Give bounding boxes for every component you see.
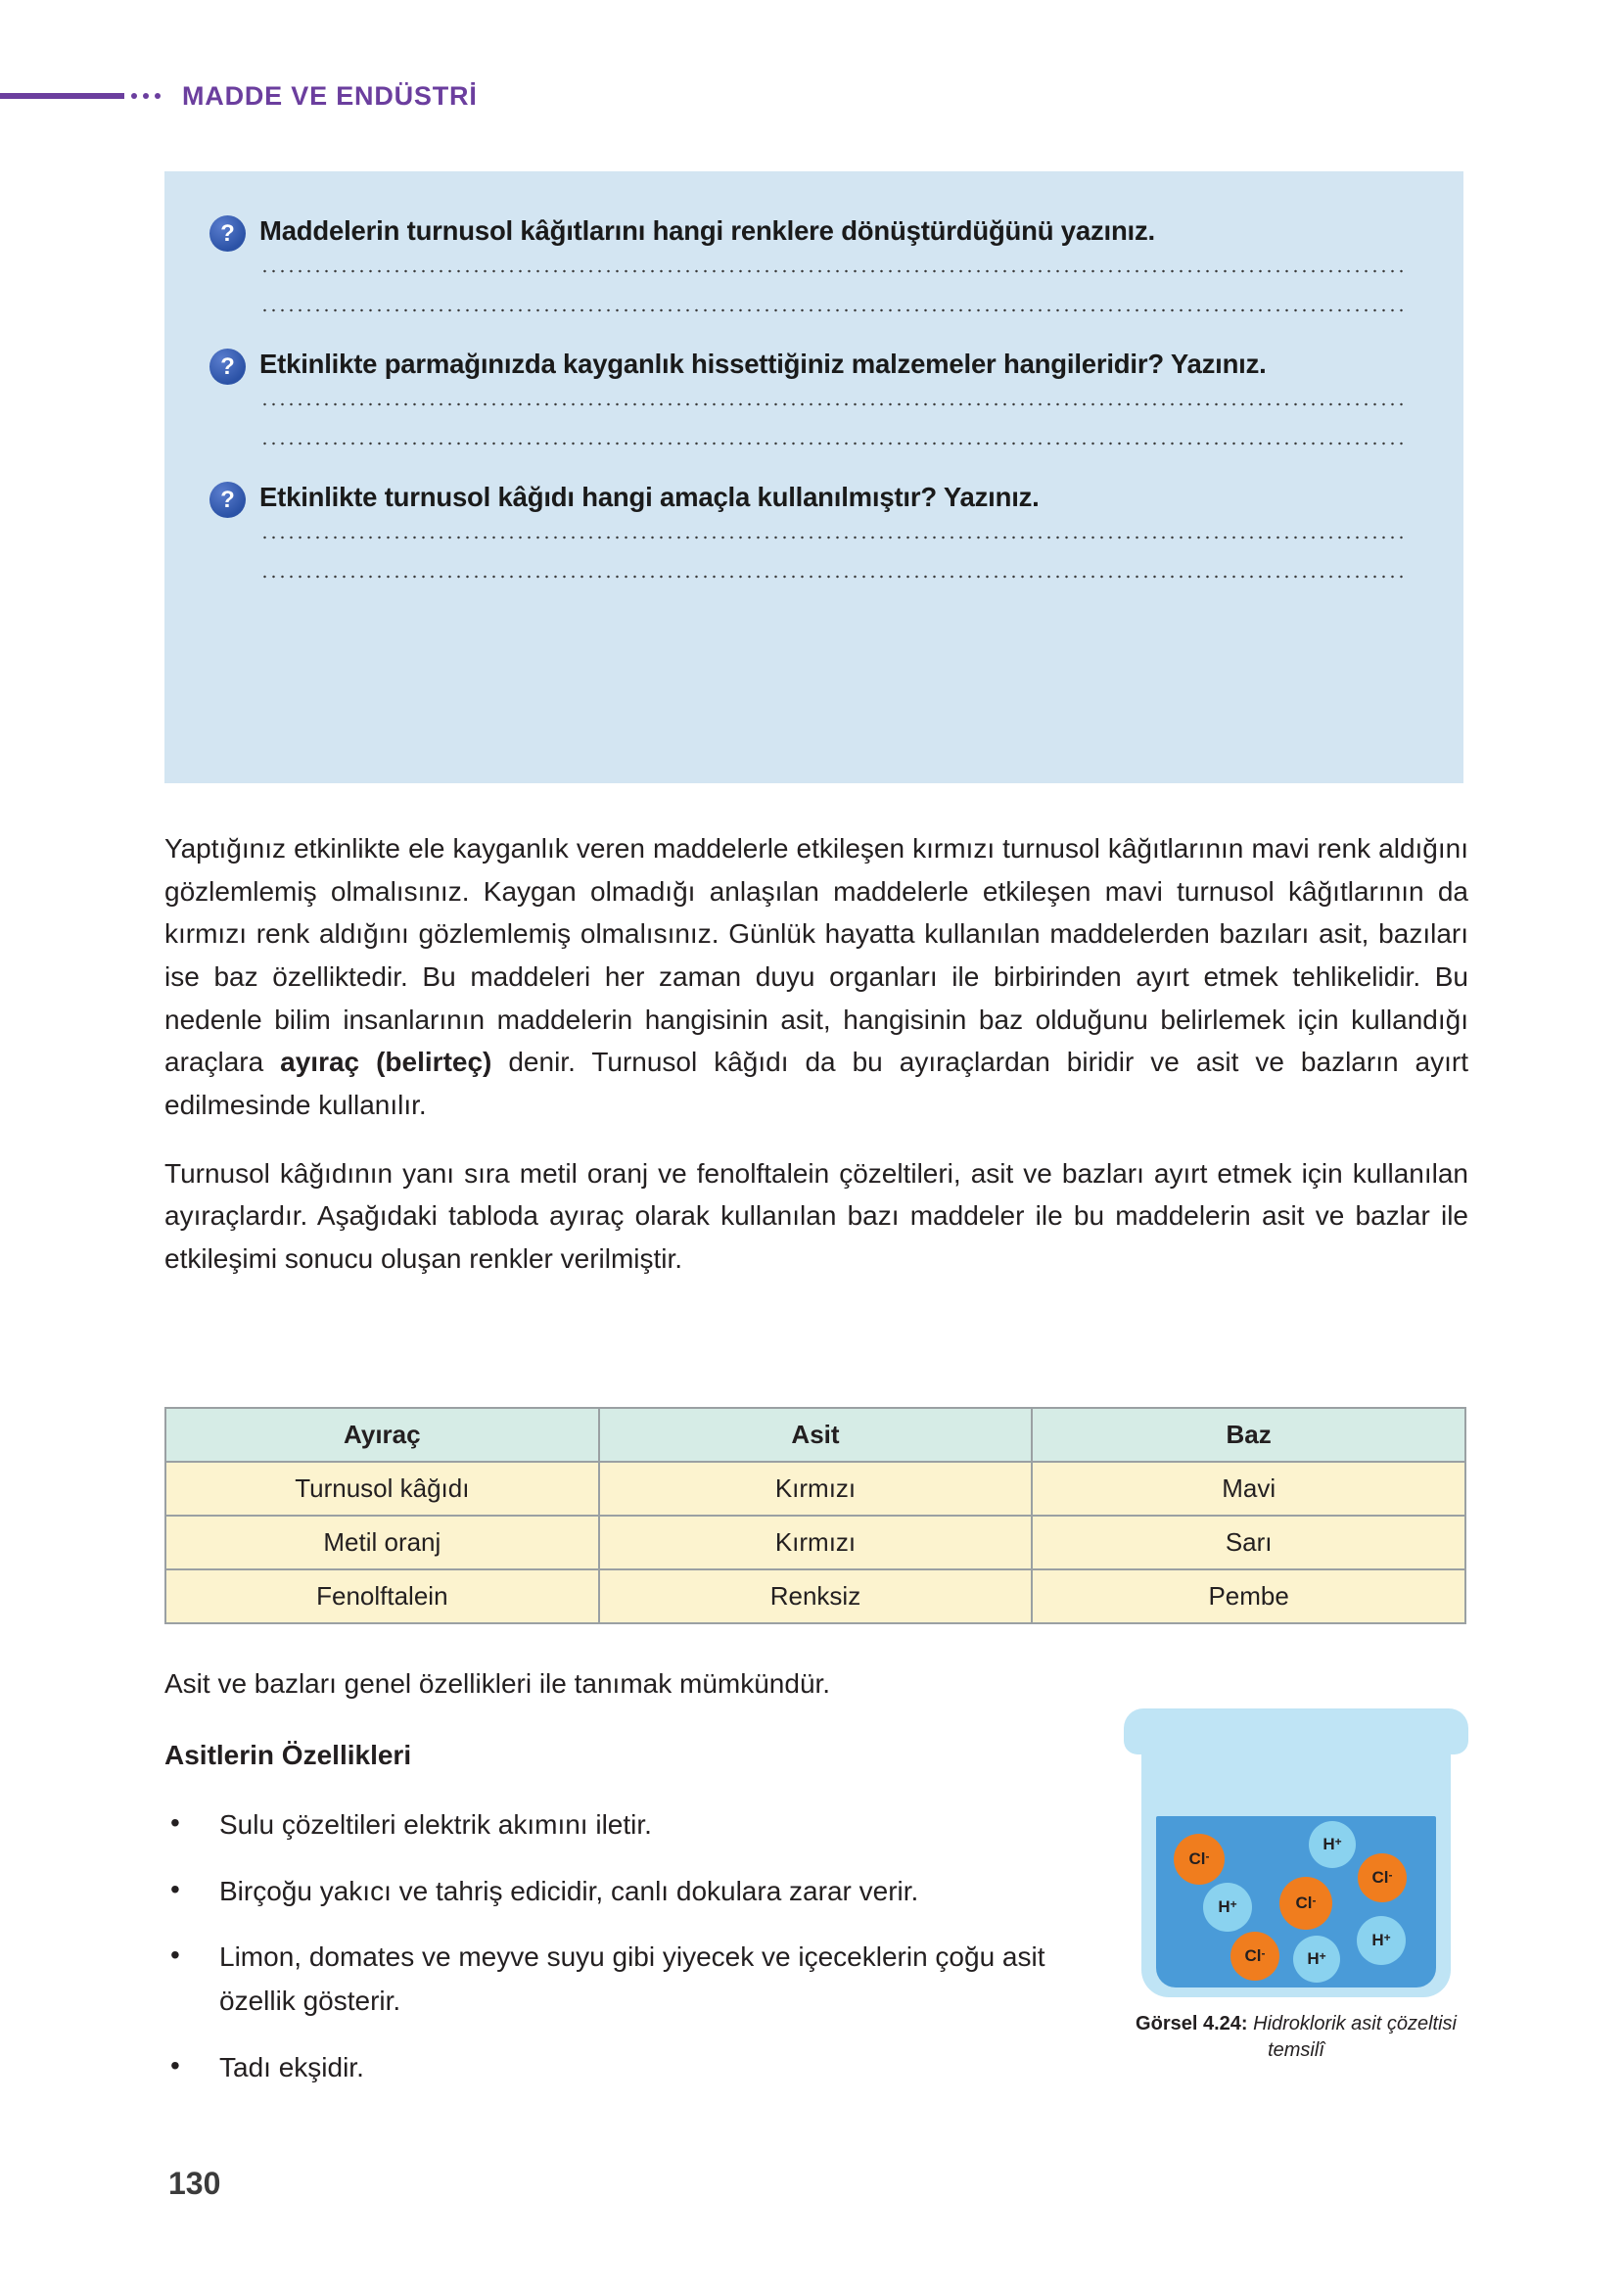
chapter-title: MADDE VE ENDÜSTRİ	[182, 80, 478, 111]
question-item-2	[164, 330, 1463, 463]
figure-caption	[1124, 2011, 1468, 2064]
table-cell: Sarı	[1032, 1516, 1465, 1569]
question-mark-icon: ?	[209, 215, 246, 252]
list-item: • Tadı ekşidir.	[164, 2045, 1124, 2089]
table-cell: Mavi	[1032, 1462, 1465, 1516]
ion-chloride: Cl -	[1279, 1877, 1332, 1930]
ion-label: Cl	[1371, 1868, 1389, 1887]
ion-label: Cl	[1188, 1849, 1206, 1868]
term-ayirac-belirtec: ayıraç (belirteç)	[280, 1047, 492, 1078]
answer-line[interactable]	[260, 385, 1409, 424]
table-cell: Turnusol kâğıdı	[165, 1462, 599, 1516]
ion-chloride: Cl -	[1230, 1932, 1279, 1981]
question-panel	[164, 171, 1463, 783]
table-cell: Renksiz	[599, 1569, 1033, 1623]
paragraph-part-a: Yaptığınız etkinlikte ele kayganlık veren maddelerle etkileşen kırmızı turnusol kâğıtlarının mavi renk aldığını gözlemlemiş olmalısınız. Kaygan olmadığı anlaşılan maddelerle etkileşen mavi turnusol kâğıtlarının da kırmızı renk aldığını gözlemlemiş olmalısınız. Günlük hayatta kullanılan maddelerden bazıları asit, bazıları ise baz özelliktedir. Bu maddeleri her zaman duyu organları ile birbirinden ayırt etmek tehlikelidir. Bu nedenle bilim insanlarının maddelerin hangisinin asit, hangisinin baz olduğunu belirlemek için kullandığı araçlara	[164, 833, 1468, 1078]
table-row	[165, 1462, 1465, 1516]
list-item: • Sulu çözeltileri elektrik akımını iletir.	[164, 1802, 1124, 1847]
question-text: Etkinlikte turnusol kâğıdı hangi amaçla kullanılmıştır? Yazınız.	[259, 482, 1040, 512]
answer-line[interactable]	[260, 424, 1409, 463]
answer-line[interactable]	[260, 557, 1409, 596]
table-row	[165, 1569, 1465, 1623]
figure-caption-text: Hidroklorik asit çözeltisi temsilî	[1247, 2013, 1457, 2061]
figure-hydrochloric-acid	[1124, 1708, 1468, 2064]
question-mark-icon: ?	[209, 349, 246, 385]
table-cell: Fenolftalein	[165, 1569, 599, 1623]
table-cell: Kırmızı	[599, 1462, 1033, 1516]
question-row	[209, 348, 1418, 385]
question-item-1	[164, 171, 1463, 330]
table-header-cell: Ayıraç	[165, 1408, 599, 1462]
table-cell: Pembe	[1032, 1569, 1465, 1623]
ion-hydrogen: H +	[1293, 1936, 1340, 1983]
ion-label: H	[1307, 1949, 1320, 1968]
page-running-header	[0, 76, 1624, 116]
table-header-cell: Asit	[599, 1408, 1033, 1462]
ion-hydrogen: H +	[1203, 1883, 1252, 1932]
body-text-column	[164, 827, 1468, 1306]
beaker-liquid	[1156, 1816, 1436, 1987]
table-header-row	[165, 1408, 1465, 1462]
table-row	[165, 1516, 1465, 1569]
ion-label: H	[1218, 1897, 1230, 1916]
question-item-3	[164, 463, 1463, 596]
table-cell: Metil oranj	[165, 1516, 599, 1569]
page-number: 130	[168, 2166, 221, 2201]
ion-label: Cl	[1244, 1946, 1262, 1965]
beaker-illustration	[1124, 1708, 1468, 1997]
ion-label: Cl	[1295, 1894, 1313, 1912]
question-text: Etkinlikte parmağınızda kayganlık hissettiğiniz malzemeler hangileridir? Yazınız.	[259, 349, 1267, 379]
question-row	[209, 481, 1418, 518]
ion-label: H	[1322, 1835, 1335, 1853]
paragraph-indicators: Turnusol kâğıdının yanı sıra metil oranj ve fenolftalein çözeltileri, asit ve bazları ayırt etmek için kullanılan ayıraçlardır. Aşağıdaki tabloda ayıraç olarak kullanılan bazı maddeler ile bu maddelerin asit ve bazlar ile etkileşimi sonucu oluşan renkler verilmiştir.	[164, 1157, 1468, 1275]
list-item: • Birçoğu yakıcı ve tahriş edicidir, canlı dokulara zarar verir.	[164, 1869, 1124, 1913]
answer-line[interactable]	[260, 252, 1409, 291]
ion-hydrogen: H +	[1357, 1916, 1406, 1965]
ion-hydrogen: H +	[1309, 1821, 1356, 1868]
table-cell: Kırmızı	[599, 1516, 1033, 1569]
paragraph-part-b: denir. Turnusol kâğıdı da bu ayıraçlardan biridir ve asit ve bazların ayırt edilmesinde kullanılır.	[164, 1047, 1468, 1121]
list-item: • Limon, domates ve meyve suyu gibi yiyecek ve içeceklerin çoğu asit özellik gösterir.	[164, 1935, 1124, 2024]
header-dots-icon	[131, 93, 161, 99]
table-header-cell: Baz	[1032, 1408, 1465, 1462]
ion-chloride: Cl -	[1174, 1834, 1225, 1885]
header-rule	[0, 93, 124, 99]
paragraph-ayirac	[164, 827, 1468, 1127]
indicators-table	[164, 1407, 1466, 1624]
ion-chloride: Cl -	[1358, 1853, 1407, 1902]
ion-label: H	[1371, 1931, 1384, 1949]
lower-text-column	[164, 1664, 1124, 2111]
question-mark-icon: ?	[209, 482, 246, 518]
figure-caption-label: Görsel 4.24:	[1136, 2013, 1248, 2034]
answer-line[interactable]	[260, 291, 1409, 330]
section-heading-acid-properties: Asitlerin Özellikleri	[164, 1740, 412, 1771]
question-row	[209, 214, 1418, 252]
acid-properties-list	[164, 1802, 1124, 2089]
question-text: Maddelerin turnusol kâğıtlarını hangi renklere dönüştürdüğünü yazınız.	[259, 215, 1155, 246]
answer-line[interactable]	[260, 518, 1409, 557]
lead-sentence: Asit ve bazları genel özellikleri ile tanımak mümkündür.	[164, 1668, 831, 1699]
